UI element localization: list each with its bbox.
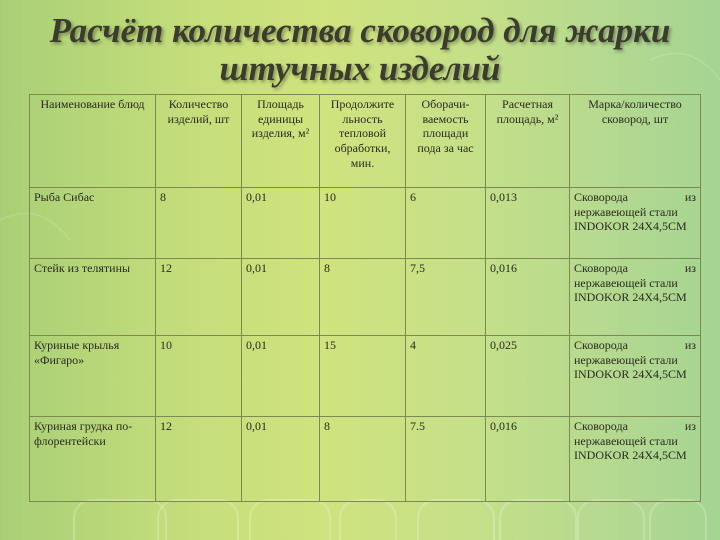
cell-cooking-time: 15	[320, 336, 406, 417]
cell-cooking-time: 10	[320, 188, 406, 259]
brand-line-first: Сковорода из	[574, 261, 696, 275]
cell-calculated-area: 0,025	[486, 336, 570, 417]
header-turnover: Оборачи- ваемость площади пода за час	[406, 95, 486, 188]
brand-line-rest: нержавеющей стали INDOKOR 24X4,5CM	[574, 275, 687, 305]
cell-cooking-time: 8	[320, 417, 406, 502]
cell-quantity: 10	[156, 336, 242, 417]
cell-unit-area: 0,01	[242, 417, 320, 502]
cell-dish-name: Куриная грудка по-флорентейски	[30, 417, 156, 502]
brand-line-rest: нержавеющей стали INDOKOR 24X4,5CM	[574, 352, 687, 382]
header-quantity: Количество изделий, шт	[156, 95, 242, 188]
brand-line-first: Сковорода из	[574, 338, 696, 352]
cell-turnover: 7,5	[406, 259, 486, 336]
cell-dish-name: Куриные крылья «Фигаро»	[30, 336, 156, 417]
header-brand-count: Марка/количество сковород, шт	[570, 95, 701, 188]
cell-unit-area: 0,01	[242, 259, 320, 336]
cell-calculated-area: 0,013	[486, 188, 570, 259]
table-row	[30, 259, 701, 336]
cell-quantity: 12	[156, 259, 242, 336]
cell-brand-count	[570, 336, 701, 417]
table-row	[30, 417, 701, 502]
cell-quantity: 8	[156, 188, 242, 259]
cell-dish-name: Стейк из телятины	[30, 259, 156, 336]
cell-turnover: 4	[406, 336, 486, 417]
brand-line-rest: нержавеющей стали INDOKOR 24X4,5CM	[574, 433, 687, 463]
cell-unit-area: 0,01	[242, 336, 320, 417]
cell-brand-count	[570, 188, 701, 259]
header-unit-area: Площадь единицы изделия, м²	[242, 95, 320, 188]
cell-unit-area: 0,01	[242, 188, 320, 259]
header-calculated-area: Расчетная площадь, м²	[486, 95, 570, 188]
brand-line-first: Сковорода из	[574, 190, 696, 204]
brand-line-rest: нержавеющей стали INDOKOR 24X4,5CM	[574, 204, 687, 234]
cell-brand-count	[570, 417, 701, 502]
cell-dish-name: Рыба Сибас	[30, 188, 156, 259]
header-dish-name: Наименование блюд	[30, 95, 156, 188]
cell-cooking-time: 8	[320, 259, 406, 336]
slide-title: Расчёт количества сковород для жарки штучных изделий	[49, 11, 671, 88]
cell-turnover: 6	[406, 188, 486, 259]
cell-turnover: 7.5	[406, 417, 486, 502]
brand-line-first: Сковорода из	[574, 419, 696, 433]
cell-calculated-area: 0,016	[486, 259, 570, 336]
frying-pan-calculation-table	[29, 94, 701, 502]
table-row	[30, 188, 701, 259]
table-row	[30, 336, 701, 417]
table-header-row	[30, 95, 701, 188]
cell-brand-count	[570, 259, 701, 336]
cell-quantity: 12	[156, 417, 242, 502]
header-cooking-time: Продолжите льность тепловой обработки, мин.	[320, 95, 406, 188]
cell-calculated-area: 0,016	[486, 417, 570, 502]
